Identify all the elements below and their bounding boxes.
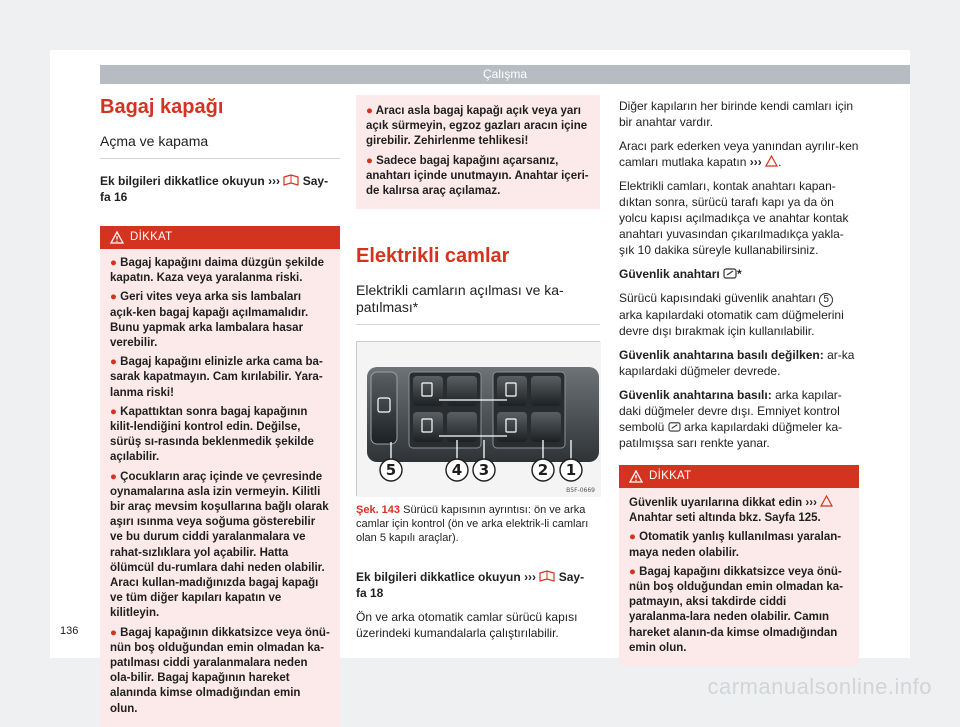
paragraph-text: arka kapılar-daki düğmeler devre dışı. Emniyet kontrol sembolü: [619, 388, 842, 434]
ref-text-post: Say-: [302, 174, 329, 188]
warning-text: Geri vites veya arka sis lambaları açık-ken bagaj kapağı açılmamalıdır. Bunu yapmak arka lambalara hasar verebilir.: [110, 291, 309, 350]
warning-text: Anahtar seti altında bkz. Sayfa 125.: [629, 512, 821, 525]
heading-text: Güvenlik anahtarı: [619, 267, 720, 281]
book-icon: [539, 570, 555, 582]
body-paragraph: [619, 290, 859, 339]
body-paragraph: [619, 387, 859, 451]
child-lock-icon: [668, 421, 681, 432]
bullet-icon: ●: [110, 470, 121, 483]
body-paragraph: Elektrikli camları, kontak anahtarı kapan-dıktan sonra, sürücü tarafı kapı ya da ön yolcu kapısı açılmadıkça ve anahtar kontak anahtarı yuvasından çıkarılmadıkça yakla-şık 10 dakika süreyle kullanabilirsiniz.: [619, 179, 849, 257]
paragraph-text: Sürücü kapısındaki güvenlik anahtarı: [619, 291, 816, 305]
warning-title: DİKKAT: [649, 470, 692, 482]
figure-caption: [356, 503, 600, 545]
callout-number-badge: 5: [819, 293, 833, 307]
body-paragraph: Ön ve arka otomatik camlar sürücü kapısı üzerindeki kumandalarla çalıştırılabilir.: [356, 610, 578, 641]
ref-arrows: ›››: [268, 174, 281, 188]
figure-callout: 2: [537, 461, 549, 480]
bullet-icon: ●: [629, 531, 640, 544]
warning-box: [100, 226, 340, 727]
bullet-icon: ●: [366, 105, 376, 117]
ref-arrows: ›››: [749, 155, 762, 169]
section-title-trunk: Bagaj kapağı: [100, 96, 224, 118]
warning-triangle-icon: [820, 495, 833, 507]
bullet-icon: ●: [110, 405, 121, 418]
warning-body: [100, 249, 340, 727]
reference-note: [356, 569, 600, 601]
caption-text: Sürücü kapısının ayrıntısı: ön ve arka camlar için kontrol (ön ve arka elektrik-li camları olan 5 kapılı araçlar).: [356, 504, 589, 545]
warning-text: Aracı asla bagaj kapağı açık veya yarı açık sürmeyin, egzoz gazları aracın içine girebilir. Zehirlenme tehlikesi!: [366, 105, 588, 148]
paragraph-bold: Güvenlik anahtarına basılı:: [619, 388, 772, 402]
ref-arrows: ›››: [805, 497, 817, 509]
warning-item: [110, 290, 330, 351]
warning-body: [619, 488, 859, 666]
subsection-title-windows: Elektrikli camların açılması ve ka-patılması*: [356, 282, 600, 325]
figure-callout: 3: [478, 461, 490, 480]
body-paragraph: Diğer kapıların her birinde kendi camları için bir anahtar vardır.: [619, 99, 854, 129]
paragraph-text: arka kapılardaki otomatik cam düğmelerini devre dışı bırakmak için kullanılabilir.: [619, 308, 844, 338]
page-number: 136: [60, 625, 79, 637]
paragraph-text: ar-ka kapılardaki düğmeler devrede.: [619, 348, 855, 378]
heading-safety-switch: [619, 266, 859, 282]
figure-code: B5F-0669: [566, 487, 595, 495]
bullet-icon: ●: [110, 291, 121, 304]
warning-triangle-icon: [765, 155, 778, 167]
column-3: [619, 98, 859, 666]
warning-header: [100, 226, 340, 249]
warning-text: Güvenlik uyarılarına dikkat edin: [629, 497, 803, 509]
ref-text-post: Say-: [558, 570, 585, 585]
paragraph-bold: Güvenlik anahtarına basılı değilken:: [619, 348, 824, 362]
warning-body: [356, 95, 600, 209]
warning-item: [110, 626, 330, 717]
warning-box: [619, 465, 859, 666]
paragraph-text: Aracı park ederken veya yanından ayrılır-ken camları mutlaka kapatın: [619, 139, 859, 169]
warning-item: [629, 530, 849, 560]
warning-text: Sadece bagaj kapağını açarsanız, anahtarı içinde unutmayın. Anahtar içeri-de kalırsa araç açılamaz.: [366, 154, 589, 198]
window-switch-panel-illustration: [357, 342, 601, 497]
column-1: [100, 95, 340, 727]
reference-note: [100, 173, 340, 205]
warning-item: [110, 405, 330, 466]
figure-callout: 4: [451, 461, 463, 480]
warning-box-continued: [356, 95, 600, 209]
warning-text: Çocukların araç içinde ve çevresinde oynamalarına asla izin vermeyin. Kilitli bir araç mevsim koşullarına bağlı olarak aşırı ısınma veya soğuma gösterebilir ve bu durum ciddi yaralanmalara ve rahat-sızlıklara yol açabilir. Hatta ölümcül du-rumlara dahi neden olabilir. Aracı kullan-madığınızda bagaj kapağı ve tüm diğer kapıları kapatın ve kilitleyin.: [110, 470, 329, 620]
page-header: Çalışma: [100, 65, 910, 84]
body-paragraph: Aracı park ederken veya yanından ayrılır-ken camları mutlaka kapatın ››› .: [619, 139, 859, 169]
warning-text: Bagaj kapağını dikkatsizce veya önü-nün boş olduğundan emin olmadan ka-patmayın, aksi takdirde ciddi yaralanma-lara neden olabilir. Camın hareket alanın-da kimse olmadığından emin olun.: [629, 565, 844, 654]
column-2: [356, 95, 600, 641]
figure-callout: 5: [385, 461, 397, 480]
ref-text: Ek bilgileri dikkatlice okuyun: [100, 174, 265, 188]
subsection-title-open-close: Açma ve kapama: [100, 133, 340, 159]
warning-text: Bagaj kapağını elinizle arka cama ba-sarak kapatmayın. Cam kırılabilir. Yara-lanma riski!: [110, 356, 323, 399]
warning-triangle-icon: [629, 470, 643, 483]
warning-text: Otomatik yanlış kullanılması yaralan-maya neden olabilir.: [629, 531, 842, 559]
warning-header: [619, 465, 859, 488]
warning-item: [629, 565, 849, 656]
warning-intro: [629, 495, 849, 526]
ref-text: Ek bilgileri dikkatlice okuyun: [356, 570, 521, 585]
bullet-icon: ●: [366, 154, 377, 167]
caption-label: Şek. 143: [356, 504, 401, 517]
warning-item: [110, 470, 330, 622]
warning-title: DİKKAT: [130, 231, 173, 243]
bullet-icon: ●: [110, 257, 121, 269]
watermark: carmanualsonline.info: [707, 674, 932, 699]
ref-arrows: ›››: [524, 570, 537, 585]
figure-door-switches: [356, 341, 600, 496]
bullet-icon: ●: [629, 565, 640, 578]
warning-text: Bagaj kapağını daima düzgün şekilde kapatın. Kaza veya yaralanma riski.: [110, 257, 325, 285]
paragraph-text: arka kapılardaki düğmeler ka-patılmışsa sarı renkte yanar.: [619, 420, 843, 450]
figure-callout: 1: [565, 461, 577, 480]
warning-item: [110, 256, 330, 286]
bullet-icon: ●: [110, 626, 121, 639]
child-lock-icon: [723, 267, 737, 279]
book-icon: [283, 174, 299, 186]
warning-item: [366, 104, 590, 150]
warning-item: [366, 154, 590, 200]
warning-triangle-icon: [110, 231, 124, 244]
warning-text: Bagaj kapağının dikkatsizce veya önü-nün boş olduğundan emin olmadan ka-patılması ciddi yaralanmalara neden ola-bilir. Bagaj kapağının hareket alanında kimse olmadığından emin olun.: [110, 626, 330, 715]
warning-text: Kapattıktan sonra bagaj kapağının kilit-lendiğini kontrol edin. Değilse, sürüş sı-rasında beklenmedik şekilde açılabilir.: [110, 405, 314, 464]
ref-text-page: fa 16: [100, 190, 128, 204]
body-paragraph: [619, 347, 859, 379]
asterisk: *: [737, 267, 742, 281]
ref-text-page: fa 18: [356, 586, 384, 601]
bullet-icon: ●: [110, 356, 121, 369]
section-title-power-windows: Elektrikli camlar: [356, 245, 510, 268]
warning-item: [110, 355, 330, 401]
